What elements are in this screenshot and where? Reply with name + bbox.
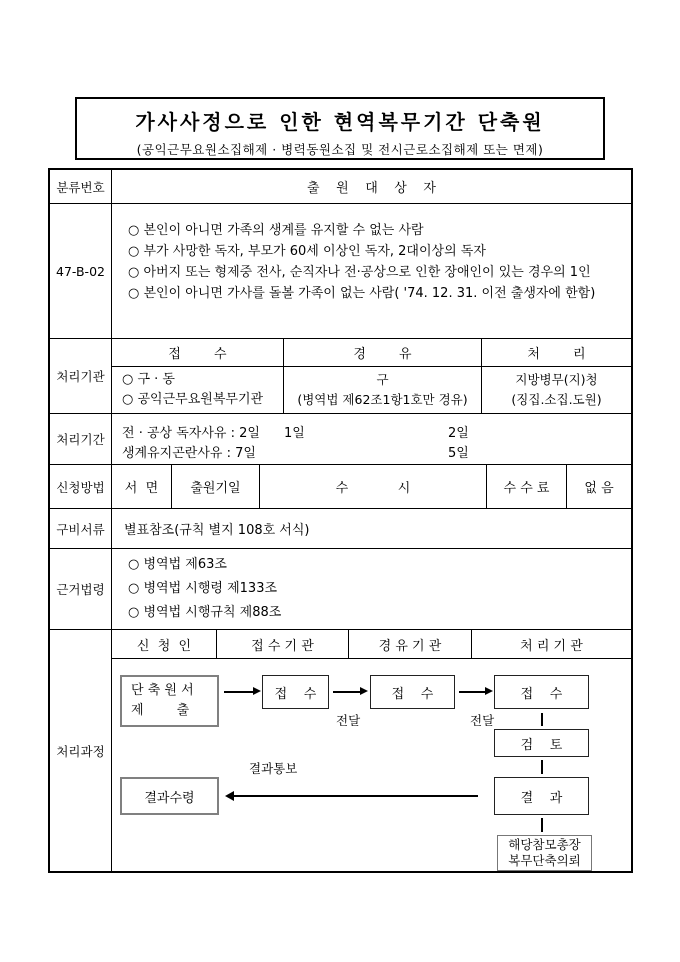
agency-via-line1: 구	[376, 372, 389, 387]
legal-label: 근거법령	[50, 549, 112, 629]
eligibility-item: ○ 부가 사망한 독자, 부모가 60세 이상인 독자, 2대이상의 독자	[128, 244, 486, 259]
agency-handling-line2: (징집.소집.도원)	[511, 392, 602, 407]
flow-box-receive-1: 접 수	[262, 675, 329, 709]
flow-notify-arrow-head-icon	[225, 791, 234, 801]
agency-col-handling: 처 리	[527, 347, 586, 362]
flow-forward-label-2: 전달	[470, 713, 495, 728]
classification-code: 47-B-02	[50, 204, 112, 338]
form-subtitle: (공익근무요원소집해제 · 병력동원소집 및 전시근로소집해제 또는 면제)	[136, 142, 544, 157]
process-col-handling: 처 리 기 관	[520, 638, 583, 654]
documents-value	[112, 509, 631, 548]
eligibility-item: ○ 아버지 또는 형제중 전사, 순직자나 전·공상으로 인한 장애인이 있는 경우의 1인	[128, 265, 591, 280]
flow-box-receive-2: 접 수	[370, 675, 455, 709]
flow-arrow2-head-icon	[360, 687, 368, 695]
agency-via-line2: (병역법 제62조1항1호만 경유)	[297, 392, 468, 407]
agency-handling-cell	[482, 367, 631, 413]
agency-col-reception: 접 수	[112, 339, 284, 366]
row-legal-basis	[50, 549, 631, 630]
process-cell	[112, 630, 631, 871]
documents-label: 구비서류	[50, 509, 112, 548]
process-column-headers	[112, 630, 631, 659]
flow-connector-1	[541, 713, 543, 726]
agency-reception-item: ○ 공익근무요원복무기관	[122, 392, 264, 407]
flow-connector-3	[541, 818, 543, 832]
agency-label: 처리기관	[50, 339, 112, 413]
row-processing-period	[50, 414, 631, 465]
period-cell	[112, 414, 631, 464]
period-label: 처리기간	[50, 414, 112, 464]
period-line2-left: 생계유지곤란사유 : 7일	[122, 446, 256, 461]
row-eligibility	[50, 204, 631, 339]
applicant-target-header: 출 원 대 상 자	[307, 181, 436, 196]
flow-arrow1-head-icon	[253, 687, 261, 695]
eligibility-list	[112, 204, 631, 338]
agency-values	[112, 367, 631, 413]
flow-notify-label: 결과통보	[249, 761, 298, 776]
method-deadline-value: 수 시	[260, 465, 487, 508]
agency-column-headers	[112, 339, 631, 367]
flow-arrow3-head-icon	[485, 687, 493, 695]
flow-submit-line2: 제 출	[131, 703, 190, 718]
flow-request-line1: 해당참모총장	[508, 837, 581, 852]
agency-via-cell	[284, 367, 482, 413]
flow-box-receive-result: 결과수령	[120, 777, 219, 815]
documents-text: 별표참조(규칙 별지 108호 서식)	[124, 523, 310, 538]
method-fee-value: 없 음	[584, 481, 614, 496]
method-cells	[112, 465, 631, 508]
flow-forward-label-1: 전달	[336, 713, 361, 728]
flow-notify-arrow-line	[234, 795, 478, 797]
row-processing-agency	[50, 339, 631, 414]
flow-connector-2	[541, 760, 543, 774]
method-label: 신청방법	[50, 465, 112, 508]
classification-label: 분류번호	[50, 170, 112, 203]
flow-request-line2: 복무단축의뢰	[508, 853, 581, 868]
flow-arrow2-line	[333, 691, 361, 693]
flow-submit-line1: 단 축 원 서	[131, 683, 194, 698]
row-required-documents	[50, 509, 631, 549]
legal-item: ○ 병역법 시행령 제133조	[128, 581, 278, 596]
process-col-applicant: 신 청 인	[112, 630, 217, 658]
row-process	[50, 630, 631, 871]
period-line1-left: 전 · 공상 독자사유 : 2일	[122, 426, 260, 441]
flow-box-receive-3: 접 수	[494, 675, 589, 709]
process-col-reception: 접 수 기 관	[217, 630, 349, 658]
legal-item: ○ 병역법 제63조	[128, 557, 227, 572]
agency-col-via: 경 유	[284, 339, 482, 366]
eligibility-item: ○ 본인이 아니면 가족의 생계를 유지할 수 없는 사람	[128, 223, 424, 238]
row-application-method	[50, 465, 631, 509]
flow-box-result: 결 과	[494, 777, 589, 815]
flow-box-review: 검 토	[494, 729, 589, 757]
form-title: 가사사정으로 인한 현역복무기간 단축원	[135, 110, 545, 134]
method-deadline-label: 출원기일	[172, 465, 260, 508]
flow-box-submit	[120, 675, 219, 727]
process-label: 처리과정	[50, 630, 112, 871]
row-classification-header	[50, 170, 631, 204]
period-line1-mid: 1일	[284, 426, 305, 441]
legal-item: ○ 병역법 시행규칙 제88조	[128, 605, 282, 620]
agency-reception-item: ○ 구 · 동	[122, 372, 175, 387]
method-value: 서 면	[112, 465, 172, 508]
method-fee-label: 수 수 료	[487, 465, 567, 508]
process-col-via: 경 유 기 관	[349, 630, 472, 658]
flow-arrow3-line	[459, 691, 486, 693]
agency-reception-cell	[112, 367, 284, 413]
legal-list	[112, 549, 631, 629]
period-line2-right: 5일	[448, 446, 469, 461]
form-table	[48, 168, 633, 873]
flow-arrow1-line	[224, 691, 254, 693]
process-flowchart	[112, 659, 631, 871]
agency-table	[112, 339, 631, 413]
form-title-box	[75, 97, 605, 160]
eligibility-item: ○ 본인이 아니면 가사를 돌볼 가족이 없는 사람( '74. 12. 31. 이전 출생자에 한함)	[128, 286, 596, 301]
agency-handling-line1: 지방병무(지)청	[515, 372, 598, 387]
period-line1-right: 2일	[448, 426, 469, 441]
flow-box-request	[497, 835, 592, 871]
